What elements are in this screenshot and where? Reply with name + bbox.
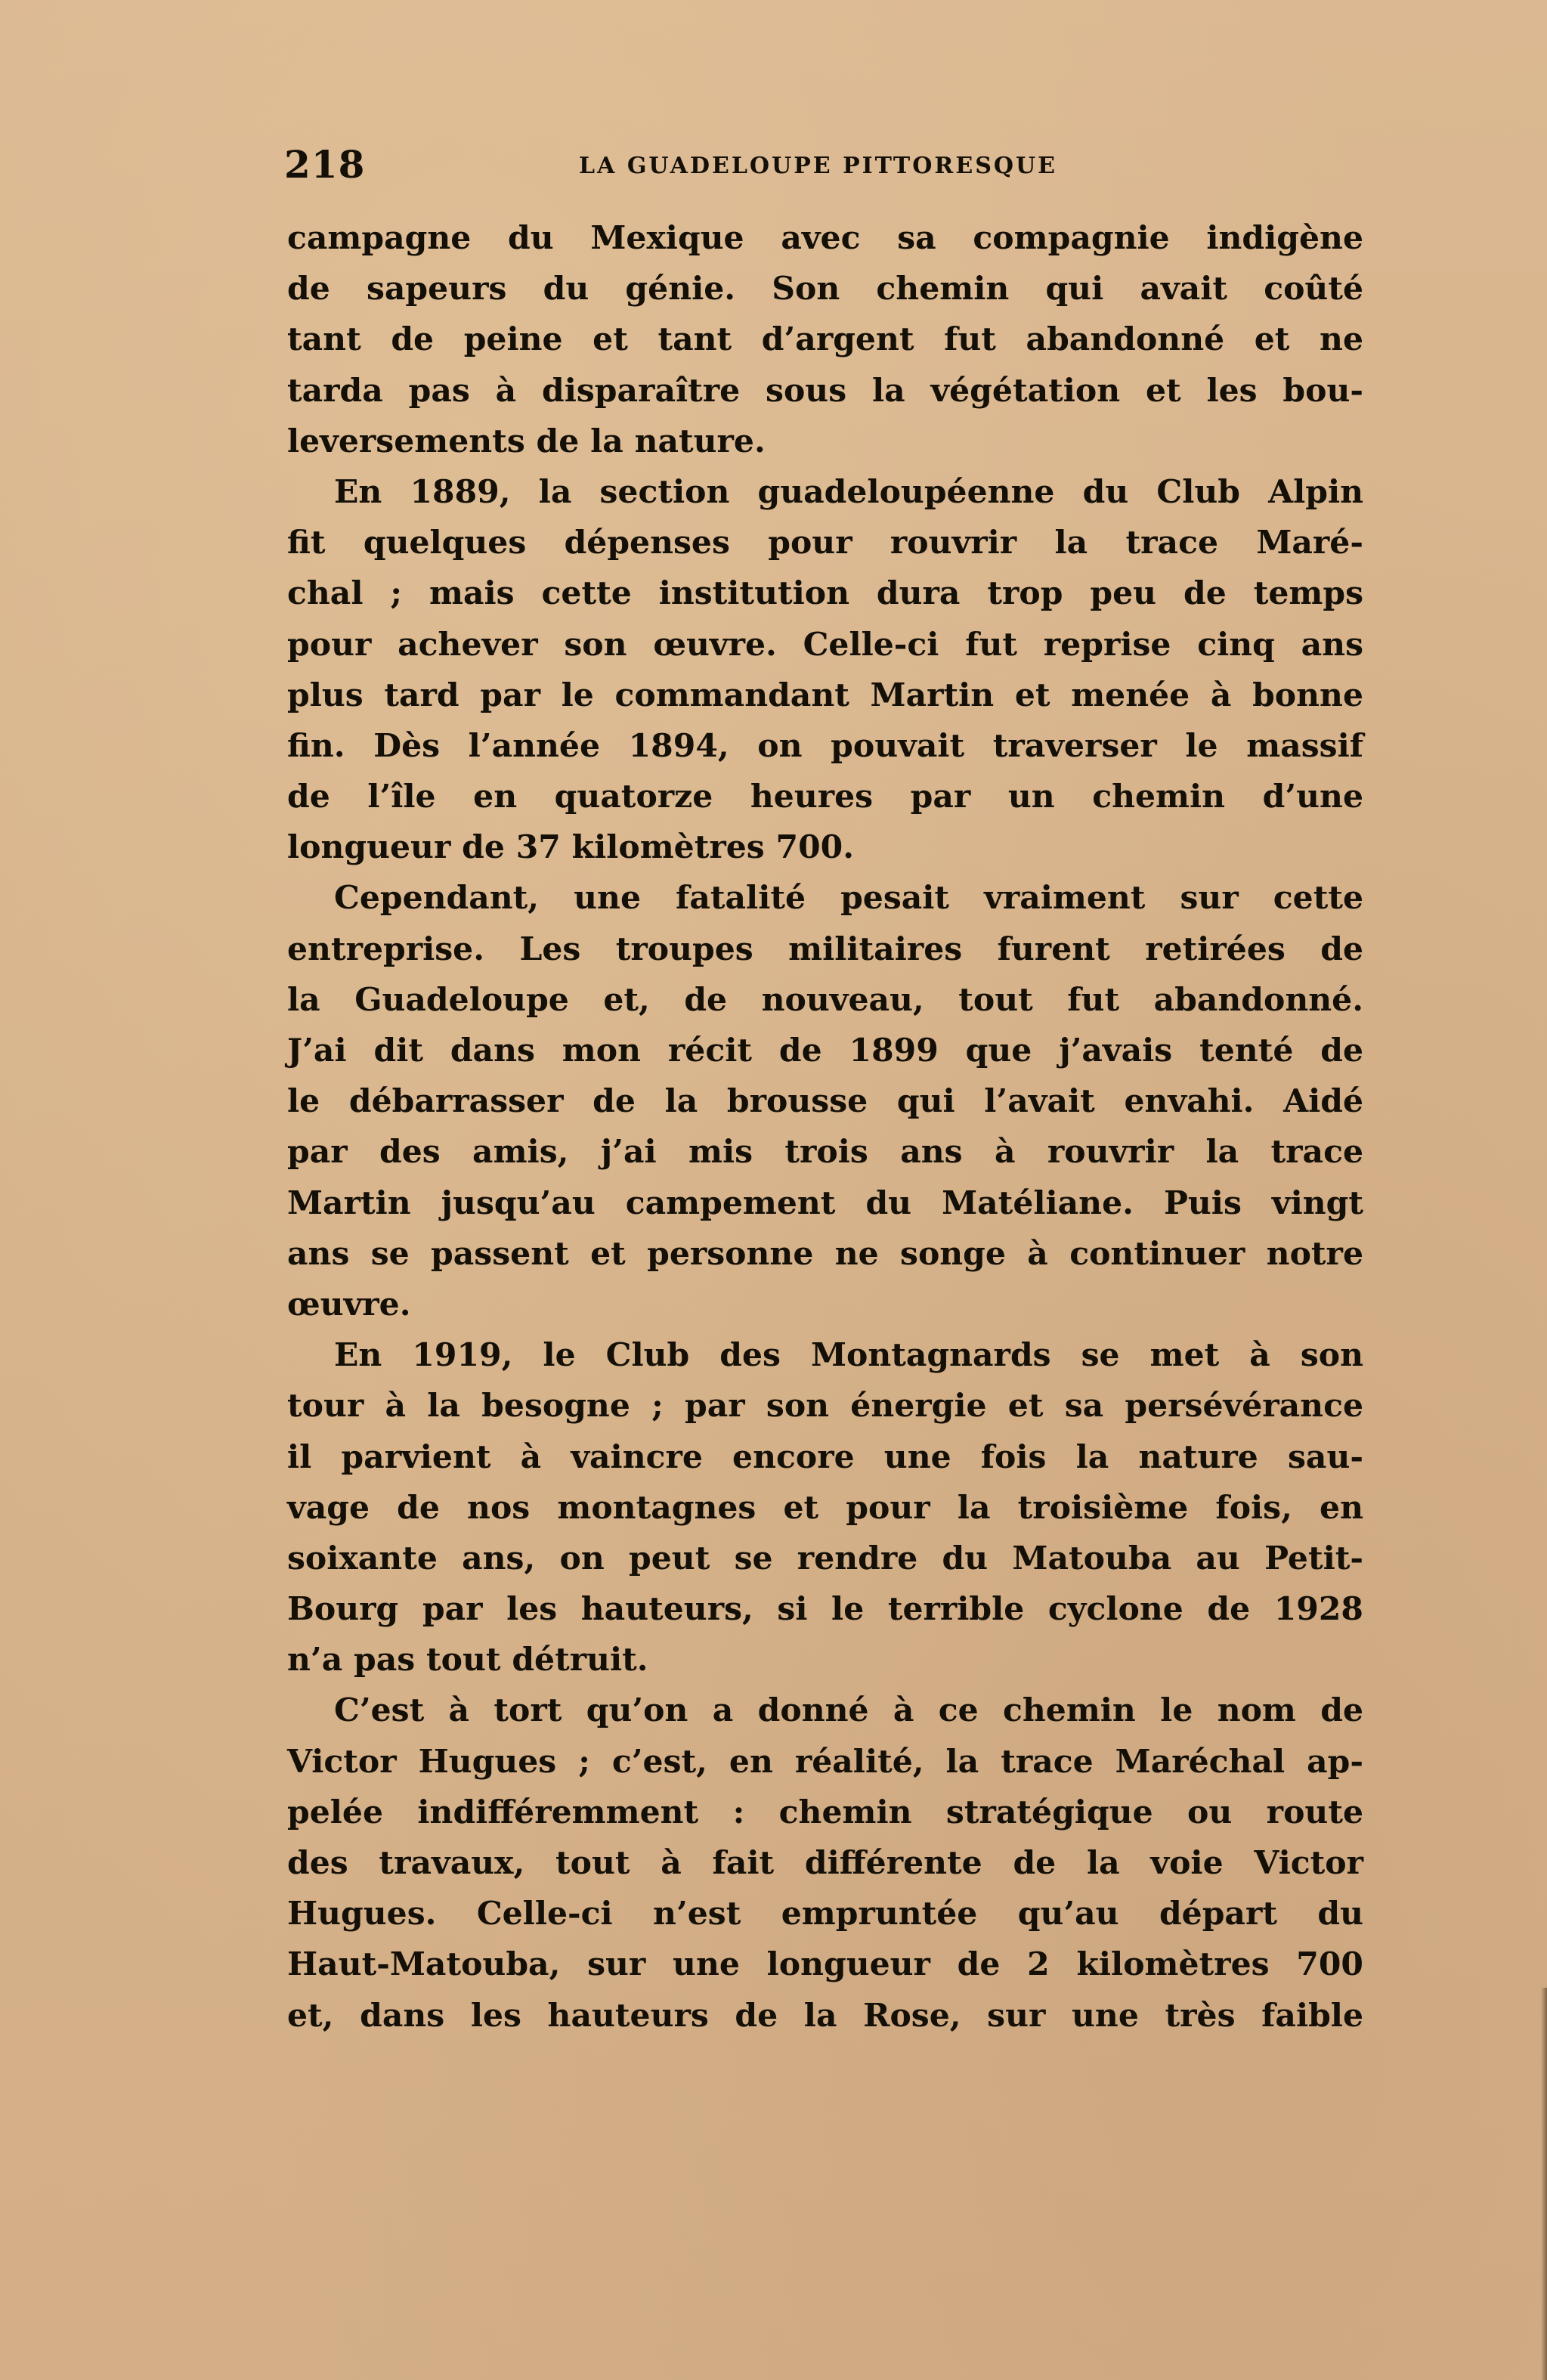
text-line: Hugues. Celle-ci n’est empruntée qu’au départ du	[287, 1895, 1363, 1933]
text-line: ans se passent et personne ne songe à continuer notre	[287, 1234, 1363, 1273]
text-line: de sapeurs du génie. Son chemin qui avait coûté	[287, 270, 1363, 308]
page-header	[284, 142, 1360, 187]
text-line: chal ; mais cette institution dura trop peu de temps	[287, 574, 1363, 613]
text-line: pelée indifféremment : chemin stratégique ou route	[287, 1793, 1363, 1831]
text-line: Victor Hugues ; c’est, en réalité, la trace Maréchal ap-	[287, 1742, 1363, 1781]
text-line: Bourg par les hauteurs, si le terrible cyclone de 1928	[287, 1590, 1363, 1629]
page-edge-shadow	[1541, 1988, 1547, 2380]
text-line: tant de peine et tant d’argent fut abandonné et ne	[287, 320, 1363, 359]
text-line: n’a pas tout détruit.	[287, 1641, 648, 1679]
text-line: J’ai dit dans mon récit de 1899 que j’avais tenté de	[287, 1032, 1363, 1069]
text-line: entreprise. Les troupes militaires furent retirées de	[287, 930, 1363, 968]
text-line: par des amis, j’ai mis trois ans à rouvrir la trace	[287, 1133, 1363, 1171]
text-line: il parvient à vaincre encore une fois la nature sau-	[287, 1438, 1363, 1476]
text-line: fin. Dès l’année 1894, on pouvait traverser le massif	[287, 726, 1363, 765]
text-line: En 1889, la section guadeloupéenne du Club Alpin	[334, 472, 1363, 511]
text-line: de l’île en quatorze heures par un chemin d’une	[287, 778, 1363, 816]
text-line: En 1919, le Club des Montagnards se met à son	[334, 1336, 1363, 1375]
text-line: Cependant, une fatalité pesait vraiment sur cette	[334, 879, 1363, 918]
text-line: Haut-Matouba, sur une longueur de 2 kilomètres 700	[287, 1945, 1363, 1984]
text-line: fit quelques dépenses pour rouvrir la trace Maré-	[287, 524, 1363, 562]
text-line: vage de nos montagnes et pour la troisième fois, en	[287, 1488, 1363, 1527]
text-line: campagne du Mexique avec sa compagnie indigène	[287, 219, 1363, 257]
text-line: tarda pas à disparaître sous la végétation et les bou-	[287, 371, 1363, 410]
text-line: et, dans les hauteurs de la Rose, sur une très faible	[287, 1996, 1363, 2035]
running-title: LA GUADELOUPE PITTORESQUE	[579, 153, 1058, 179]
text-line: le débarrasser de la brousse qui l’avait envahi. Aidé	[287, 1082, 1363, 1121]
text-line: tour à la besogne ; par son énergie et sa persévérance	[287, 1387, 1363, 1425]
text-line: pour achever son œuvre. Celle-ci fut reprise cinq ans	[287, 625, 1363, 664]
text-line: leversements de la nature.	[287, 422, 766, 460]
text-line: œuvre.	[287, 1285, 411, 1323]
body-text	[287, 213, 1363, 2041]
text-line: la Guadeloupe et, de nouveau, tout fut abandonné.	[287, 980, 1363, 1019]
page-number: 218	[284, 142, 366, 187]
text-line: des travaux, tout à fait différente de la voie Victor	[287, 1844, 1363, 1882]
text-line: plus tard par le commandant Martin et menée à bonne	[287, 676, 1363, 714]
text-line: C’est à tort qu’on a donné à ce chemin le nom de	[334, 1691, 1363, 1730]
text-line: soixante ans, on peut se rendre du Matouba au Petit-	[287, 1539, 1363, 1577]
text-line: longueur de 37 kilomètres 700.	[287, 828, 855, 867]
text-line: Martin jusqu’au campement du Matéliane. Puis vingt	[287, 1184, 1363, 1222]
